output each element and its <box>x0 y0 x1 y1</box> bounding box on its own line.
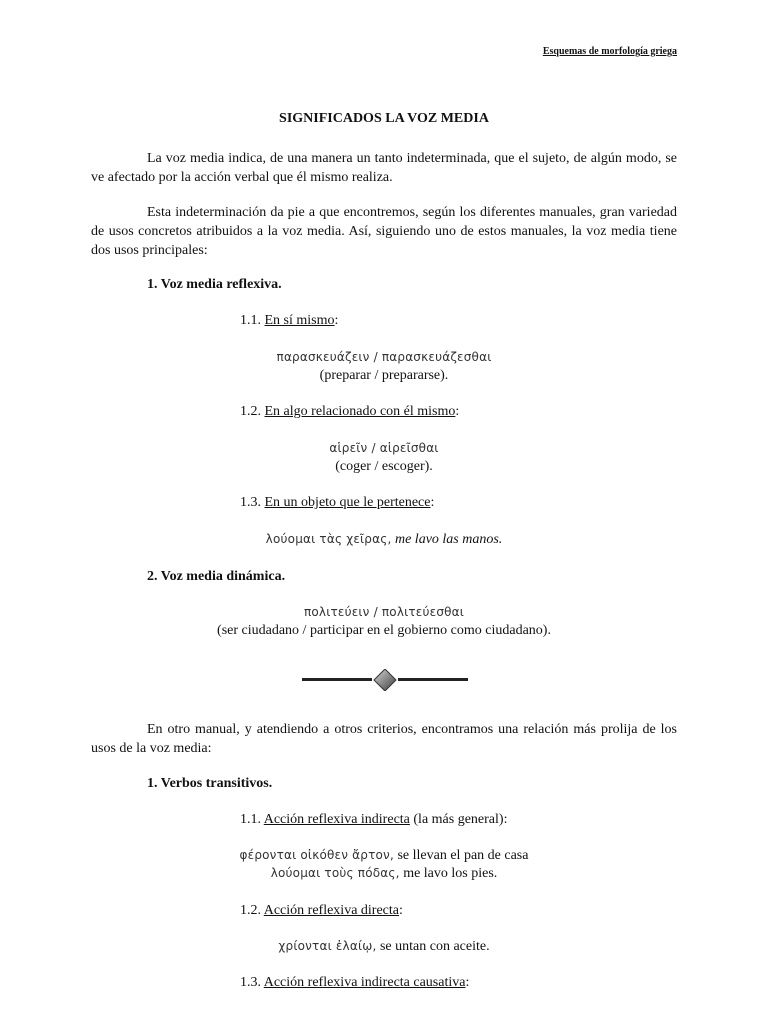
greek-example: λούομαι τοὺς πόδας, <box>270 866 400 880</box>
translation-gloss: (ser ciudadano / participar en el gobierno como ciudadano). <box>217 623 551 638</box>
translation-gloss: me lavo las manos. <box>394 532 503 547</box>
greek-example: παρασκευάζειν / παρασκευάζεσθαι <box>276 350 492 364</box>
section-heading-verbos-transitivos: 1. Verbos transitivos. <box>147 776 273 791</box>
ornamental-divider <box>302 669 468 691</box>
section-heading-voz-media-reflexiva: 1. Voz media reflexiva. <box>147 277 282 292</box>
running-header: Esquemas de morfología griega <box>542 46 677 57</box>
intro-paragraph-1: La voz media indica, de una manera un tanto indeterminada, que el sujeto, de algún modo, se ve afectado por la acción verbal que él mismo realiza. <box>91 151 677 185</box>
subsection-1-2: 1.2. Acción reflexiva directa: <box>240 903 403 918</box>
translation-gloss: me lavo los pies. <box>403 866 498 881</box>
greek-example: αἱρεῖν / αἱρεῖσθαι <box>329 441 439 455</box>
example-line <box>0 939 768 955</box>
greek-example: φέρονται οἰκόθεν ἄρτον, <box>239 848 394 862</box>
page-title: SIGNIFICADOS LA VOZ MEDIA <box>279 111 489 126</box>
translation-gloss: (preparar / prepararse). <box>319 368 449 383</box>
subsection-1-1: 1.1. Acción reflexiva indirecta (la más general): <box>240 812 508 827</box>
section-heading-voz-media-dinamica: 2. Voz media dinámica. <box>147 569 286 584</box>
divider-rule-left <box>302 678 372 681</box>
greek-example: λούομαι τὰς χεῖρας, <box>265 532 392 546</box>
intro-paragraph-2: Esta indeterminación da pie a que encontremos, según los diferentes manuales, gran variedad de usos concretos atribuidos a la voz media. Así, siguiendo uno de estos manuales, la voz media tiene dos usos principales: <box>91 205 677 258</box>
subsection-1-1: 1.1. En sí mismo: <box>240 313 339 328</box>
translation-gloss: se untan con aceite. <box>379 939 490 954</box>
greek-example: πολιτεύειν / πολιτεύεσθαι <box>303 605 465 619</box>
example-line <box>0 848 768 864</box>
example-line <box>0 866 768 882</box>
greek-example: χρίονται ἐλαίῳ, <box>278 939 377 953</box>
divider-rule-right <box>398 678 468 681</box>
example-line <box>0 532 768 548</box>
subsection-1-2: 1.2. En algo relacionado con él mismo: <box>240 404 460 419</box>
subsection-1-3: 1.3. En un objeto que le pertenece: <box>240 495 435 510</box>
subsection-1-3: 1.3. Acción reflexiva indirecta causativa: <box>240 975 470 990</box>
translation-gloss: se llevan el pan de casa <box>397 848 529 863</box>
diamond-icon <box>374 669 396 691</box>
second-manual-paragraph: En otro manual, y atendiendo a otros criterios, encontramos una relación más prolija de los usos de la voz media: <box>91 722 677 756</box>
translation-gloss: (coger / escoger). <box>335 459 433 474</box>
